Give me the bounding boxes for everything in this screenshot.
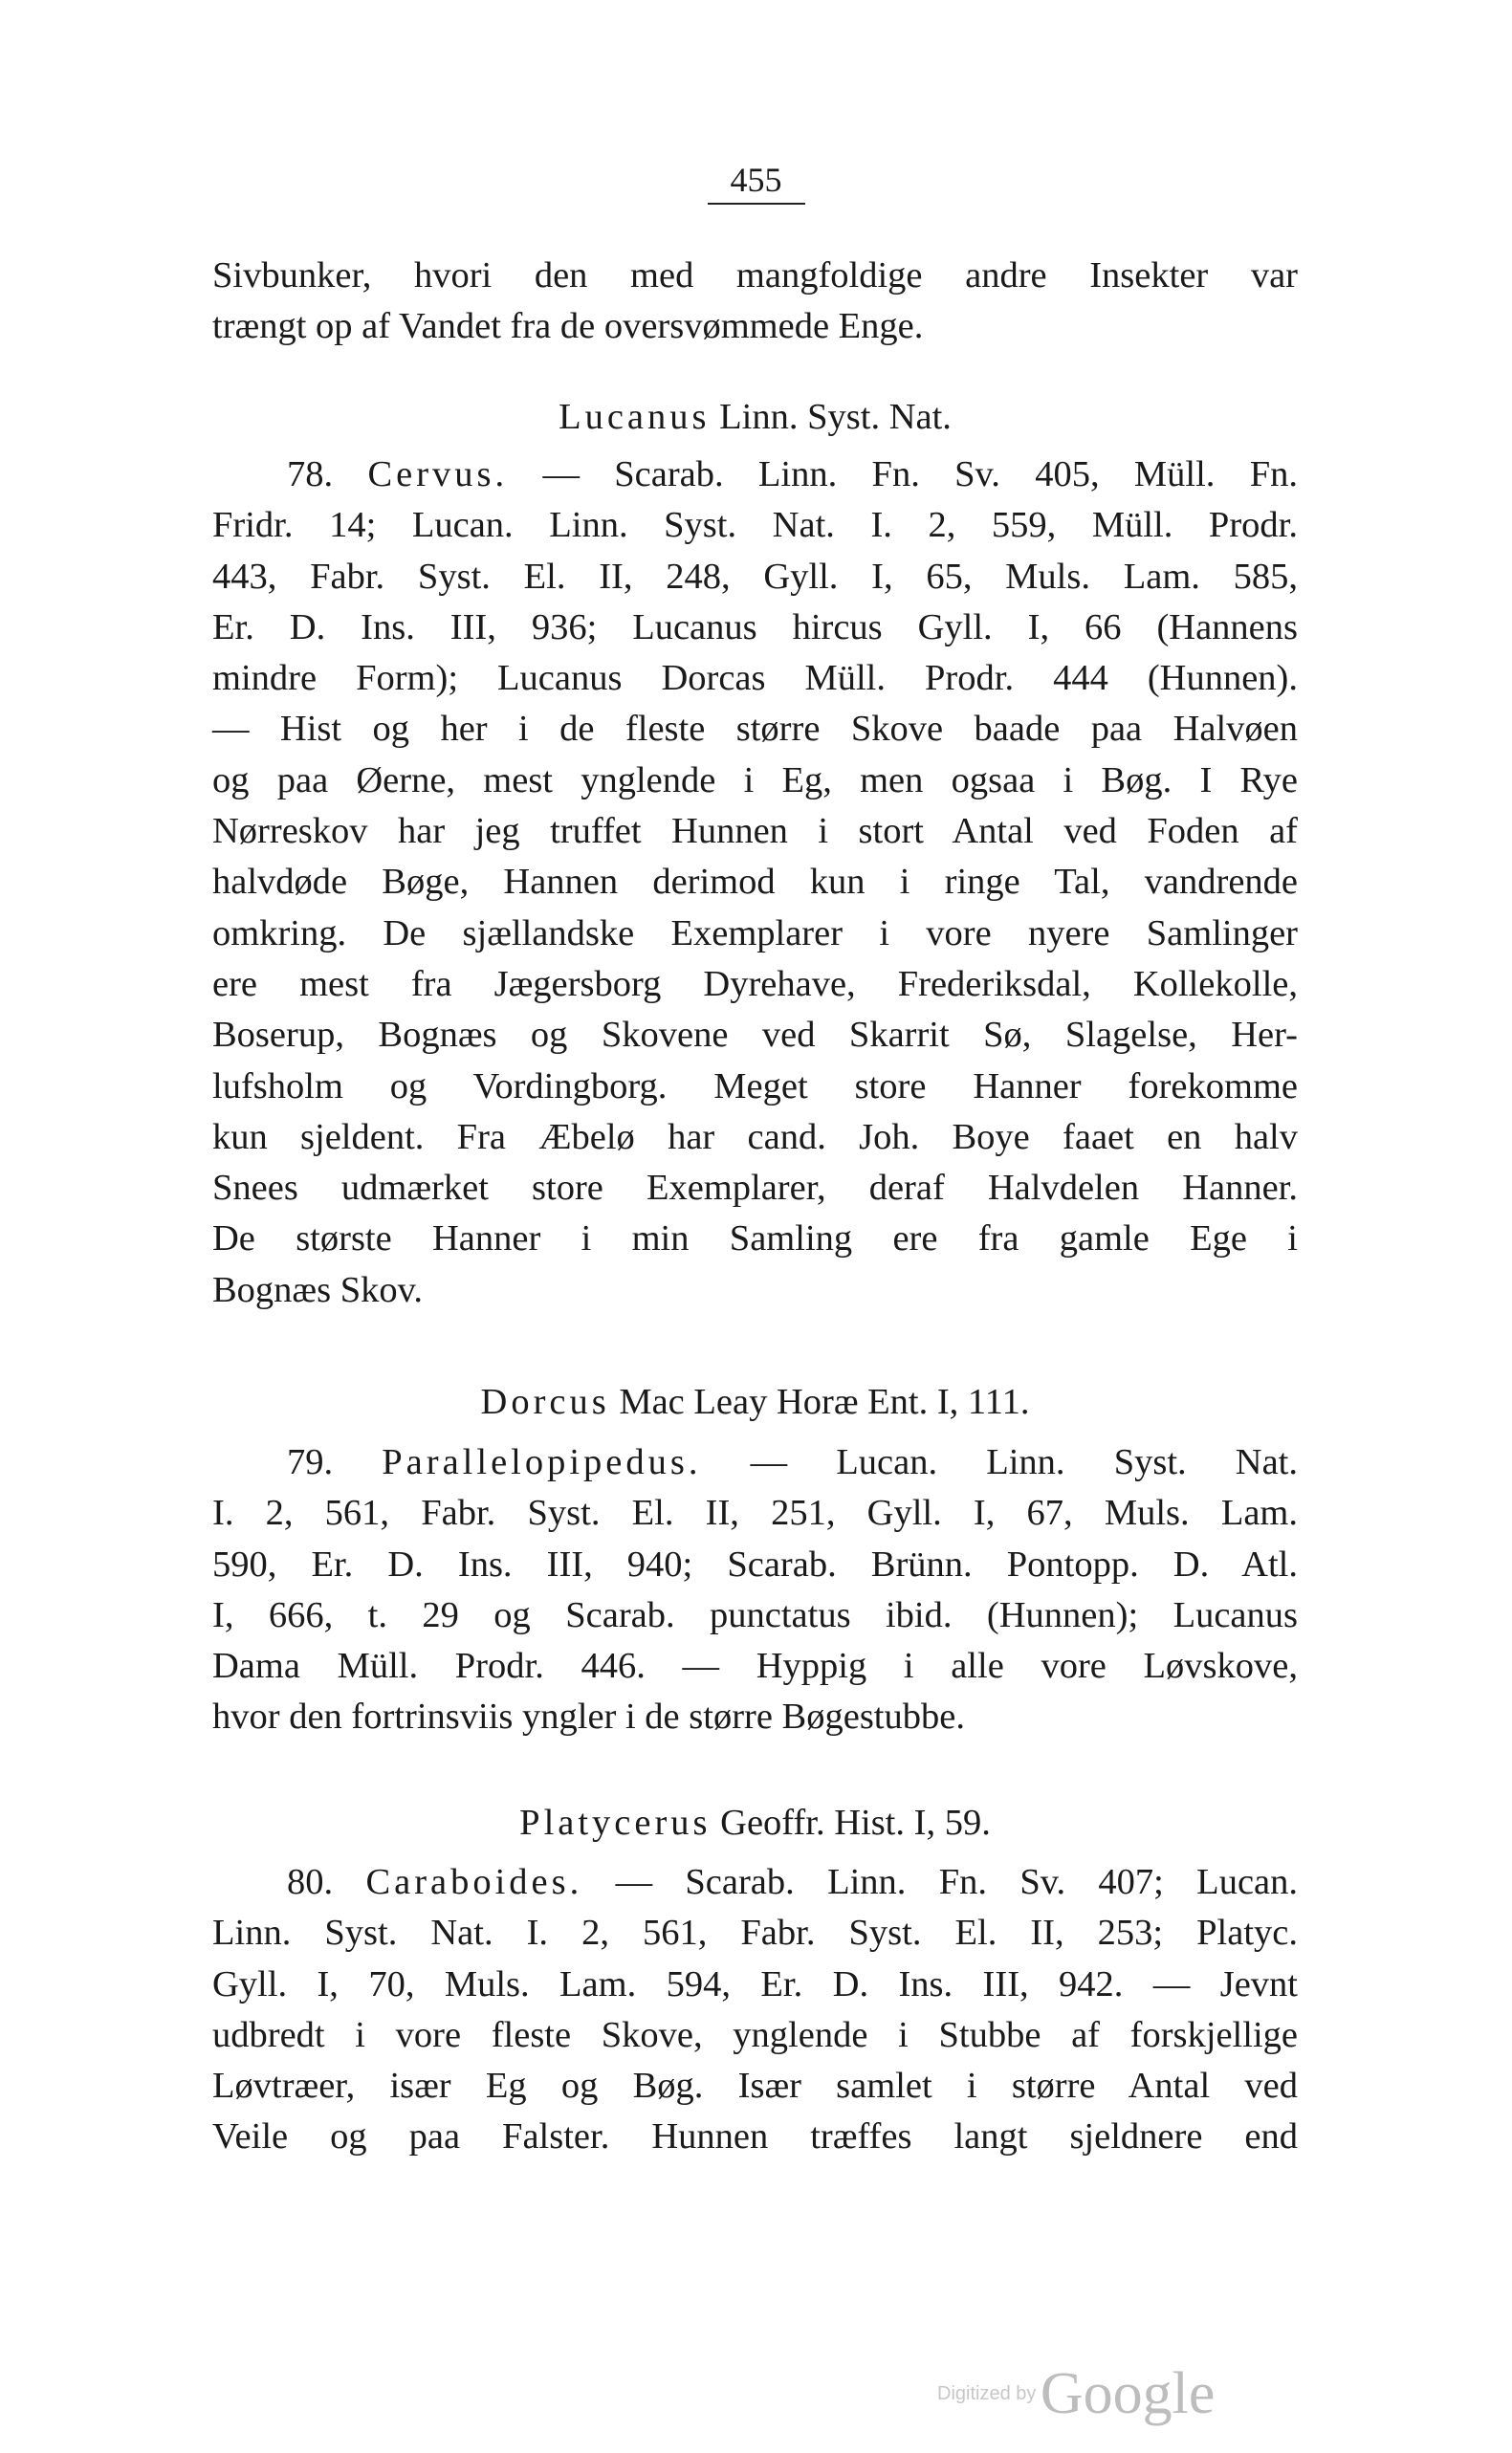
- genus-name: Dorcus: [480, 1382, 610, 1422]
- text-line: og paa Øerne, mest ynglende i Eg, men ogsaa i Bøg. I Rye: [212, 759, 1298, 800]
- genus-authority: Linn. Syst. Nat.: [710, 397, 952, 437]
- genus-heading-platycerus: [212, 1798, 1298, 1849]
- text-line: Er. D. Ins. III, 936; Lucanus hircus Gyll. I, 66 (Hannens: [212, 606, 1298, 647]
- text-line: De største Hanner i min Samling ere fra gamle Ege i: [212, 1218, 1298, 1259]
- entry-80: [212, 1857, 1298, 2163]
- text-line: kun sjeldent. Fra Æbelø har cand. Joh. Boye faaet en halv: [212, 1116, 1298, 1157]
- text-line: ere mest fra Jægersborg Dyrehave, Frederiksdal, Kollekolle,: [212, 963, 1298, 1004]
- text-line: Dama Müll. Prodr. 446. — Hyppig i alle vore Løvskove,: [212, 1646, 1298, 1687]
- text-line: Bognæs Skov.: [212, 1269, 424, 1310]
- genus-heading-dorcus: [212, 1377, 1298, 1428]
- text-line: Linn. Syst. Nat. I. 2, 561, Fabr. Syst. El. II, 253; Platyc.: [212, 1913, 1298, 1954]
- digitized-watermark: [937, 2360, 1215, 2428]
- entry-number: 79.: [287, 1442, 383, 1482]
- text-line: hvor den fortrinsviis yngler i de større Bøgestubbe.: [212, 1697, 965, 1738]
- genus-name: Platycerus: [519, 1803, 712, 1843]
- text-line: Boserup, Bognæs og Skovene ved Skarrit Sø, Slagelse, Her-: [212, 1015, 1298, 1056]
- watermark-prefix: Digitized by: [937, 2383, 1037, 2404]
- entry-number: 80.: [287, 1862, 366, 1902]
- text-line: Gyll. I, 70, Muls. Lam. 594, Er. D. Ins. III, 942. — Jevnt: [212, 1963, 1298, 2004]
- entry-79: [212, 1437, 1298, 1743]
- text-line: Løvtræer, især Eg og Bøg. Især samlet i større Antal ved: [212, 2066, 1298, 2107]
- text-line: — Hist og her i de fleste større Skove baade paa Halvøen: [212, 709, 1298, 750]
- text-line: I. 2, 561, Fabr. Syst. El. II, 251, Gyll. I, 67, Muls. Lam.: [212, 1493, 1298, 1534]
- genus-name: Lucanus: [559, 397, 711, 437]
- text-line: omkring. De sjællandske Exemplarer i vore nyere Samlinger: [212, 912, 1298, 953]
- text-line: Sivbunker, hvori den med mangfoldige andre Insekter var: [212, 255, 1298, 296]
- text-line: 443, Fabr. Syst. El. II, 248, Gyll. I, 65, Muls. Lam. 585,: [212, 556, 1298, 597]
- watermark-brand: Google: [1040, 2361, 1216, 2426]
- text-line: mindre Form); Lucanus Dorcas Müll. Prodr. 444 (Hunnen).: [212, 658, 1298, 699]
- species-name: Caraboides.: [365, 1862, 583, 1902]
- text-line: Veile og paa Falster. Hunnen træffes langt sjeldnere end: [212, 2116, 1298, 2157]
- text-line: Fridr. 14; Lucan. Linn. Syst. Nat. I. 2, 559, Müll. Prodr.: [212, 505, 1298, 546]
- block-1: [212, 251, 1298, 353]
- text-line: lufsholm og Vordingborg. Meget store Hanner forekomme: [212, 1065, 1298, 1106]
- synonymy: — Scarab. Linn. Fn. Sv. 407; Lucan.: [582, 1862, 1298, 1902]
- text-line: udbredt i vore fleste Skove, ynglende i Stubbe af forskjellige: [212, 2014, 1298, 2055]
- text-line: trængt op af Vandet fra de oversvømmede Enge.: [212, 306, 924, 347]
- text-line: 590, Er. D. Ins. III, 940; Scarab. Brünn. Pontopp. D. Atl.: [212, 1544, 1298, 1585]
- genus-authority: Geoffr. Hist. I, 59.: [711, 1803, 991, 1843]
- species-name: Parallelopipedus.: [382, 1442, 702, 1482]
- species-name: Cervus.: [367, 454, 509, 494]
- genus-authority: Mac Leay Horæ Ent. I, 111.: [609, 1382, 1030, 1422]
- text-line: Nørreskov har jeg truffet Hunnen i stort Antal ved Foden af: [212, 811, 1298, 852]
- text-line: Snees udmærket store Exemplarer, deraf Halvdelen Hanner.: [212, 1168, 1298, 1209]
- synonymy: — Scarab. Linn. Fn. Sv. 405, Müll. Fn.: [508, 454, 1299, 494]
- text-line: I, 666, t. 29 og Scarab. punctatus ibid. (Hunnen); Lucanus: [212, 1594, 1298, 1635]
- page-number: 455: [0, 159, 1512, 205]
- entry-number: 78.: [287, 454, 368, 494]
- genus-heading-lucanus: [212, 392, 1298, 443]
- synonymy: — Lucan. Linn. Syst. Nat.: [701, 1442, 1299, 1482]
- text-line: halvdøde Bøge, Hannen derimod kun i ringe Tal, vandrende: [212, 862, 1298, 903]
- entry-78: [212, 449, 1298, 1316]
